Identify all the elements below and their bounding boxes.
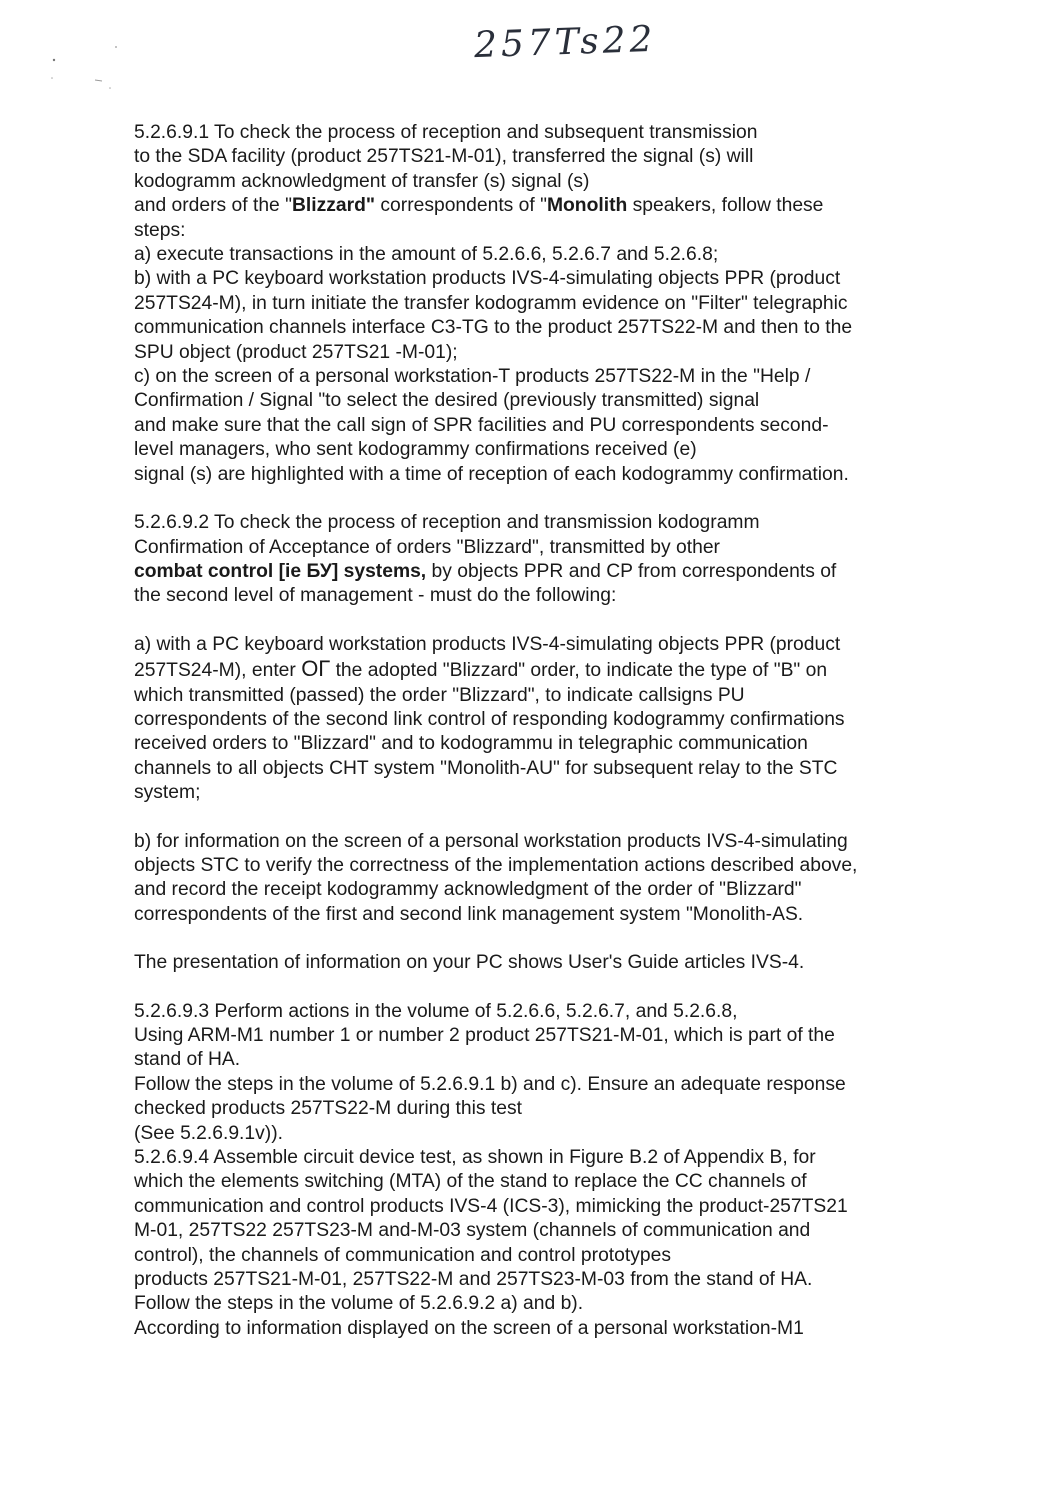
s1-item-b: b) with a PC keyboard workstation products IVS-4-simulating objects PPR (product <box>134 268 841 290</box>
s1-line: 5.2.6.9.1 To check the process of reception and subsequent transmission <box>134 122 758 143</box>
s2-item-a: received orders to "Blizzard" and to kodogrammu in telegraphic communication <box>134 733 808 755</box>
paragraph-spacer <box>134 487 954 511</box>
s4-line: which the elements switching (MTA) of the stand to replace the CC channels of <box>134 1171 807 1193</box>
document-body <box>134 121 954 1341</box>
s2-item-a: system; <box>134 782 201 804</box>
s2-line <box>134 560 954 584</box>
s4-line: control), the channels of communication and control prototypes <box>134 1244 671 1266</box>
s1-item-c: Confirmation / Signal "to select the desired (previously transmitted) signal <box>134 390 760 412</box>
bold-term-monolith: Monolith <box>546 195 628 217</box>
s3-line: Follow the steps in the volume of 5.2.6.9.1 b) and c). Ensure an adequate response <box>134 1073 846 1095</box>
s1-line: kodogramm acknowledgment of transfer (s) signal (s) <box>134 170 590 192</box>
s1-item-c: signal (s) are highlighted with a time of reception of each kodogrammy confirmation. <box>134 463 849 485</box>
paragraph-spacer <box>134 927 954 951</box>
s1-line <box>134 194 954 218</box>
s4-line: 5.2.6.9.4 Assemble circuit device test, as shown in Figure B.2 of Appendix B, for <box>134 1147 816 1169</box>
s2-item-b: correspondents of the first and second link management system "Monolith-AS. <box>134 903 804 925</box>
s4-line: Follow the steps in the volume of 5.2.6.9.2 a) and b). <box>134 1293 584 1315</box>
bold-term-blizzard: Blizzard" <box>291 195 376 217</box>
paragraph-spacer <box>134 976 954 1000</box>
text-run: the adopted "Blizzard" order, to indicate the type of "B" on <box>330 660 828 682</box>
s2-item-a: correspondents of the second link control of responding kodogrammy confirmations <box>134 708 845 730</box>
s3-line: 5.2.6.9.3 Perform actions in the volume of 5.2.6.6, 5.2.6.7, and 5.2.6.8, <box>134 1000 738 1022</box>
s1-item-c: and make sure that the call sign of SPR facilities and PU correspondents second- <box>134 414 829 436</box>
s2-item-a: which transmitted (passed) the order "Blizzard", to indicate callsigns PU <box>134 684 745 706</box>
s1-item-b: communication channels interface C3-TG to the product 257TS22-M and then to the <box>134 317 853 339</box>
s2-note: The presentation of information on your PC shows User's Guide articles IVS-4. <box>134 952 805 974</box>
paragraph-spacer <box>134 609 954 633</box>
text-run: 257TS24-M), enter <box>134 660 302 682</box>
bold-term-combat-control: combat control [ie БУ] systems, <box>134 560 427 582</box>
s2-item-b: and record the receipt kodogrammy acknowledgment of the order of "Blizzard" <box>134 879 802 901</box>
s4-line: products 257TS21-M-01, 257TS22-M and 257TS23-M-03 from the stand of HA. <box>134 1269 813 1291</box>
s1-item-b: 257TS24-M), in turn initiate the transfer kodogramm evidence on "Filter" telegraphic <box>134 292 848 314</box>
s3-line: checked products 257TS22-M during this test <box>134 1098 522 1120</box>
s4-line: According to information displayed on the screen of a personal workstation-M1 <box>134 1317 804 1339</box>
s3-line: (See 5.2.6.9.1v)). <box>134 1122 283 1144</box>
s2-line: 5.2.6.9.2 To check the process of reception and transmission kodogramm <box>134 512 760 534</box>
scan-speck-marks <box>40 40 130 100</box>
s1-item-c: c) on the screen of a personal workstation-T products 257TS22-M in the "Help / <box>134 366 811 388</box>
s2-item-b: objects STC to verify the correctness of the implementation actions described above, <box>134 854 858 876</box>
s4-line: communication and control products IVS-4 (ICS-3), mimicking the product-257TS21 <box>134 1195 848 1217</box>
s1-line: to the SDA facility (product 257TS21-M-01), transferred the signal (s) will <box>134 146 754 168</box>
handwritten-annotation: 257Ts22 <box>473 18 658 67</box>
text-run: by objects PPR and CP from correspondents of <box>426 560 837 582</box>
cyrillic-term: ОГ <box>301 656 331 682</box>
text-run: and orders of the " <box>134 195 292 217</box>
s1-item-a: a) execute transactions in the amount of 5.2.6.6, 5.2.6.7 and 5.2.6.8; <box>134 244 719 266</box>
s1-item-b: SPU object (product 257TS21 -M-01); <box>134 341 458 363</box>
s2-line: the second level of management - must do the following: <box>134 585 617 607</box>
s1-item-c: level managers, who sent kodogrammy confirmations received (e) <box>134 439 697 461</box>
s1-line: steps: <box>134 219 186 241</box>
s3-line: Using ARM-M1 number 1 or number 2 product 257TS21-M-01, which is part of the <box>134 1025 835 1046</box>
s4-line: M-01, 257TS22 257TS23-M and-M-03 system (channels of communication and <box>134 1220 811 1242</box>
paragraph-spacer <box>134 806 954 830</box>
s2-item-b: b) for information on the screen of a personal workstation products IVS-4-simulating <box>134 830 848 852</box>
s3-line: stand of HA. <box>134 1049 241 1071</box>
text-run: correspondents of " <box>375 195 547 217</box>
s2-line: Confirmation of Acceptance of orders "Blizzard", transmitted by other <box>134 536 720 558</box>
s2-item-a: a) with a PC keyboard workstation products IVS-4-simulating objects PPR (product <box>134 633 841 655</box>
s2-item-a: channels to all objects CHT system "Monolith-AU" for subsequent relay to the STC <box>134 757 838 779</box>
s2-item-a <box>134 657 954 683</box>
text-run: speakers, follow these <box>627 195 824 217</box>
